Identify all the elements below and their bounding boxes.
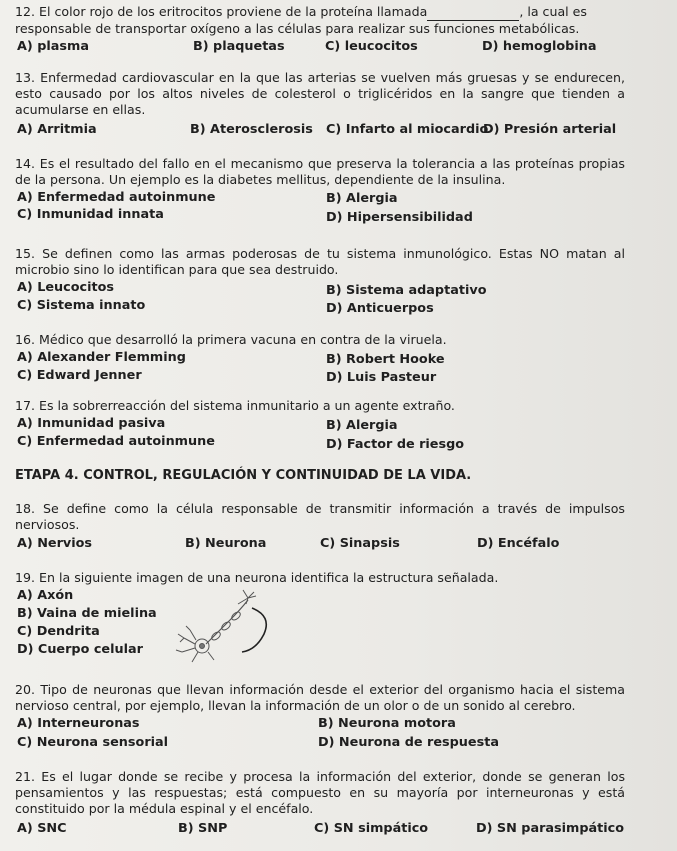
q20-option-d[interactable]: D) Neurona de respuesta [318, 735, 499, 750]
question-14-text: 14. Es el resultado del fallo en el mecanismo que preserva la tolerancia a las proteínas propias de la persona. Un ejemplo es la diabetes mellitus, dependiente de la insulina. [15, 156, 625, 187]
q13-option-b[interactable]: B) Aterosclerosis [190, 122, 313, 137]
q15-option-b[interactable]: B) Sistema adaptativo [326, 283, 487, 298]
question-12-options [15, 39, 627, 56]
question-19 [15, 570, 625, 660]
q21-option-c[interactable]: C) SN simpático [314, 821, 429, 836]
q15-option-c[interactable]: C) Sistema innato [17, 298, 146, 313]
q20-option-c[interactable]: C) Neurona sensorial [17, 735, 169, 750]
q13-option-d[interactable]: D) Presión arterial [483, 122, 617, 137]
question-15 [15, 246, 625, 316]
question-17-options [15, 416, 625, 452]
q18-option-b[interactable]: B) Neurona [185, 536, 267, 551]
question-21-text: 21. Es el lugar donde se recibe y procesa la información del exterior, donde se generan los pensamientos y las respuestas; está compuesto en su mayoría por interneuronas y está constituido por la médula espinal y el encéfalo. [15, 769, 625, 816]
q19-option-d[interactable]: D) Cuerpo celular [17, 642, 143, 657]
question-20-options [15, 716, 625, 752]
answer-blank [427, 4, 519, 21]
q19-option-b[interactable]: B) Vaina de mielina [17, 606, 157, 621]
q12-option-c[interactable]: C) leucocitos [325, 39, 418, 54]
q17-option-c[interactable]: C) Enfermedad autoinmune [17, 434, 215, 449]
question-12-text: 12. El color rojo de los eritrocitos proviene de la proteína llamada , la cual es [15, 4, 587, 19]
q12-option-d[interactable]: D) hemoglobina [482, 39, 597, 54]
question-16-options [15, 350, 625, 386]
question-16-text: 16. Médico que desarrolló la primera vacuna en contra de la viruela. [15, 332, 447, 347]
question-14-options [15, 190, 625, 226]
q16-option-d[interactable]: D) Luis Pasteur [326, 370, 437, 385]
q12-option-a[interactable]: A) plasma [17, 39, 89, 54]
q14-option-a[interactable]: A) Enfermedad autoinmune [17, 190, 216, 205]
question-20 [15, 682, 625, 752]
q20-option-a[interactable]: A) Interneuronas [17, 716, 140, 731]
q14-option-d[interactable]: D) Hipersensibilidad [326, 210, 473, 225]
q12-option-b[interactable]: B) plaquetas [193, 39, 285, 54]
q18-option-c[interactable]: C) Sinapsis [320, 536, 400, 551]
question-18-options [15, 536, 625, 553]
question-17 [15, 398, 625, 452]
q20-option-b[interactable]: B) Neurona motora [318, 716, 456, 731]
q16-option-a[interactable]: A) Alexander Flemming [17, 350, 186, 365]
q17-option-d[interactable]: D) Factor de riesgo [326, 437, 465, 452]
question-14 [15, 156, 625, 226]
question-17-text: 17. Es la sobrerreacción del sistema inmunitario a un agente extraño. [15, 398, 455, 413]
q13-option-a[interactable]: A) Arritmia [17, 122, 97, 137]
question-13-options [15, 122, 625, 139]
q19-option-a[interactable]: A) Axón [17, 588, 74, 603]
question-20-text: 20. Tipo de neuronas que llevan información desde el exterior del organismo hacia el sistema nervioso central, por ejemplo, llevan la información de un olor o de un sonido al cerebro. [15, 682, 625, 713]
neuron-illustration [168, 586, 288, 666]
q15-option-a[interactable]: A) Leucocitos [17, 280, 115, 295]
q17-option-a[interactable]: A) Inmunidad pasiva [17, 416, 166, 431]
q19-option-c[interactable]: C) Dendrita [17, 624, 100, 639]
section-heading: ETAPA 4. CONTROL, REGULACIÓN Y CONTINUIDAD DE LA VIDA. [15, 468, 472, 483]
question-19-options [15, 588, 625, 660]
question-15-options [15, 280, 625, 316]
question-12-text-cont: responsable de transportar oxígeno a las células para realizar sus funciones metabólicas. [15, 21, 580, 36]
question-21-options [15, 821, 625, 838]
q17-option-b[interactable]: B) Alergia [326, 418, 398, 433]
question-15-text: 15. Se definen como las armas poderosas de tu sistema inmunológico. Estas NO matan al microbio sino lo identifican para que sea destruido. [15, 246, 625, 277]
q16-option-b[interactable]: B) Robert Hooke [326, 352, 445, 367]
q15-option-d[interactable]: D) Anticuerpos [326, 301, 434, 316]
q13-option-c[interactable]: C) Infarto al miocardio [326, 122, 489, 137]
question-13 [15, 70, 625, 139]
question-13-text: 13. Enfermedad cardiovascular en la que las arterias se vuelven más gruesas y se endurecen, esto causado por los altos niveles de colesterol o triglicéridos en la sangre que tienden a acumularse en ellas. [15, 70, 625, 117]
q18-option-d[interactable]: D) Encéfalo [477, 536, 560, 551]
question-18 [15, 501, 625, 553]
question-12 [15, 4, 627, 56]
question-16 [15, 332, 625, 386]
question-19-text: 19. En la siguiente imagen de una neurona identifica la estructura señalada. [15, 570, 499, 585]
q21-option-b[interactable]: B) SNP [178, 821, 228, 836]
q14-option-b[interactable]: B) Alergia [326, 191, 398, 206]
q18-option-a[interactable]: A) Nervios [17, 536, 93, 551]
q21-option-d[interactable]: D) SN parasimpático [476, 821, 625, 836]
q14-option-c[interactable]: C) Inmunidad innata [17, 207, 164, 222]
q16-option-c[interactable]: C) Edward Jenner [17, 368, 142, 383]
question-18-text: 18. Se define como la célula responsable de transmitir información a través de impulsos nerviosos. [15, 501, 625, 532]
q21-option-a[interactable]: A) SNC [17, 821, 67, 836]
question-21 [15, 769, 625, 838]
